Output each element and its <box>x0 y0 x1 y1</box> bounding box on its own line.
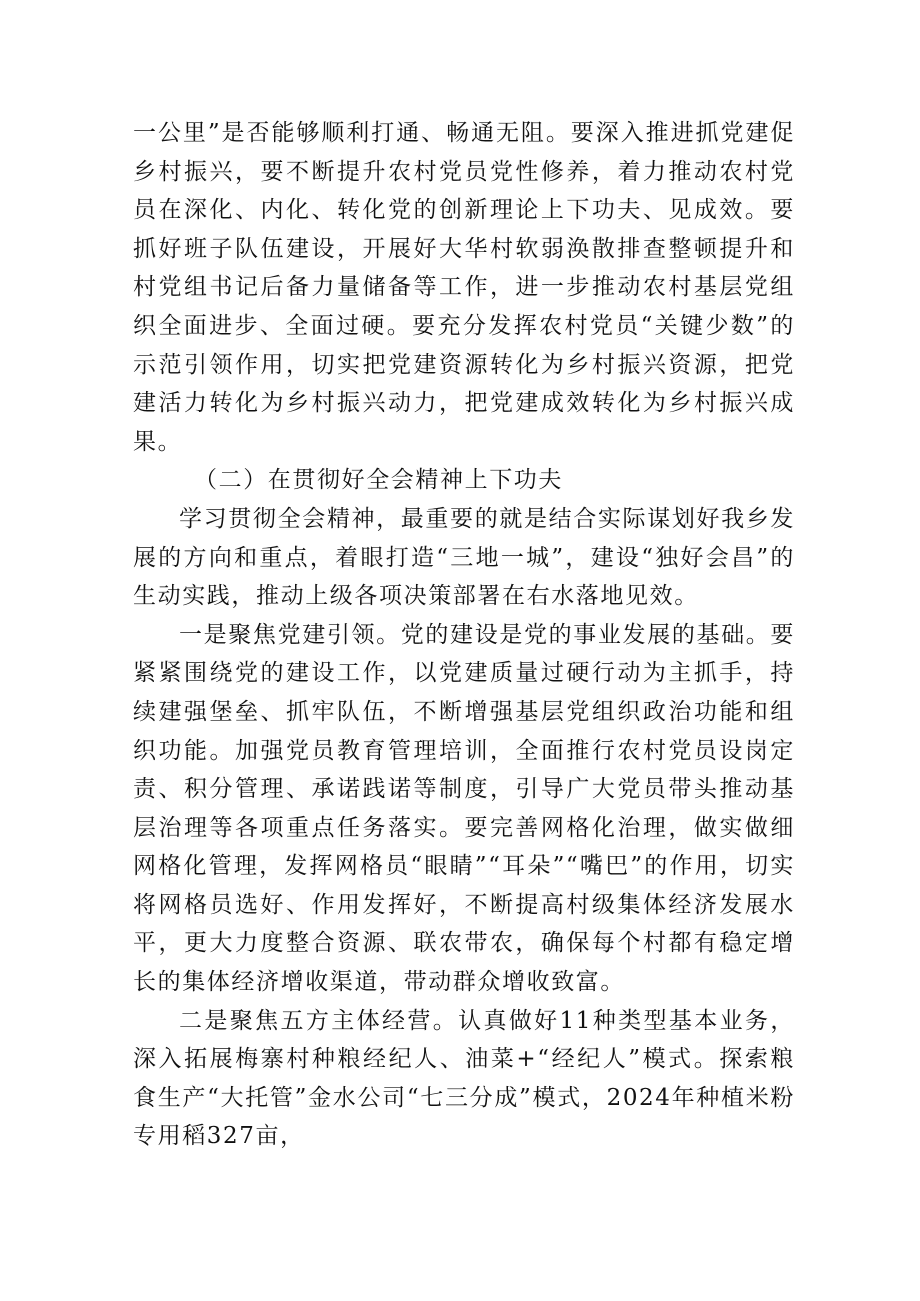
document-body <box>133 114 795 1156</box>
paragraph-continuation: 一公里”是否能够顺利打通、畅通无阻。要深入推进抓党建促乡村振兴，要不断提升农村党员党性修养，着力推动农村党员在深化、内化、转化党的创新理论上下功夫、见成效。要抓好班子队伍建设，开展好大华村软弱涣散排查整顿提升和村党组书记后备力量储备等工作，进一步推动农村基层党组织全面进步、全面过硬。要充分发挥农村党员“关键少数”的示范引领作用，切实把党建资源转化为乡村振兴资源，把党建活力转化为乡村振兴动力，把党建成效转化为乡村振兴成果。 <box>133 120 795 455</box>
section-heading: （二）在贯彻好全会精神上下功夫 <box>194 467 563 494</box>
paragraph-intro: 学习贯彻全会精神，最重要的就是结合实际谋划好我乡发展的方向和重点，着眼打造“三地一城”，建设“独好会昌”的生动实践，推动上级各项决策部署在右水落地见效。 <box>133 505 795 610</box>
paragraph-point-one: 一是聚焦党建引领。党的建设是党的事业发展的基础。要紧紧围绕党的建设工作，以党建质量过硬行动为主抓手，持续建强堡垒、抓牢队伍，不断增强基层党组织政治功能和组织功能。加强党员教育管理培训，全面推行农村党员设岗定责、积分管理、承诺践诺等制度，引导广大党员带头推动基层治理等各项重点任务落实。要完善网格化治理，做实做细网格化管理，发挥网格员“眼睛”“耳朵”“嘴巴”的作用，切实将网格员选好、作用发挥好，不断提高村级集体经济发展水平，更大力度整合资源、联农带农，确保每个村都有稳定增长的集体经济增收渠道，带动群众增收致富。 <box>133 621 795 996</box>
paragraph-point-two: 二是聚焦五方主体经营。认真做好11种类型基本业务，深入拓展梅寨村种粮经纪人、油菜+“经纪人”模式。探索粮食生产“大托管”金水公司“七三分成”模式，2024年种植米粉专用稻327亩， <box>133 1007 795 1150</box>
